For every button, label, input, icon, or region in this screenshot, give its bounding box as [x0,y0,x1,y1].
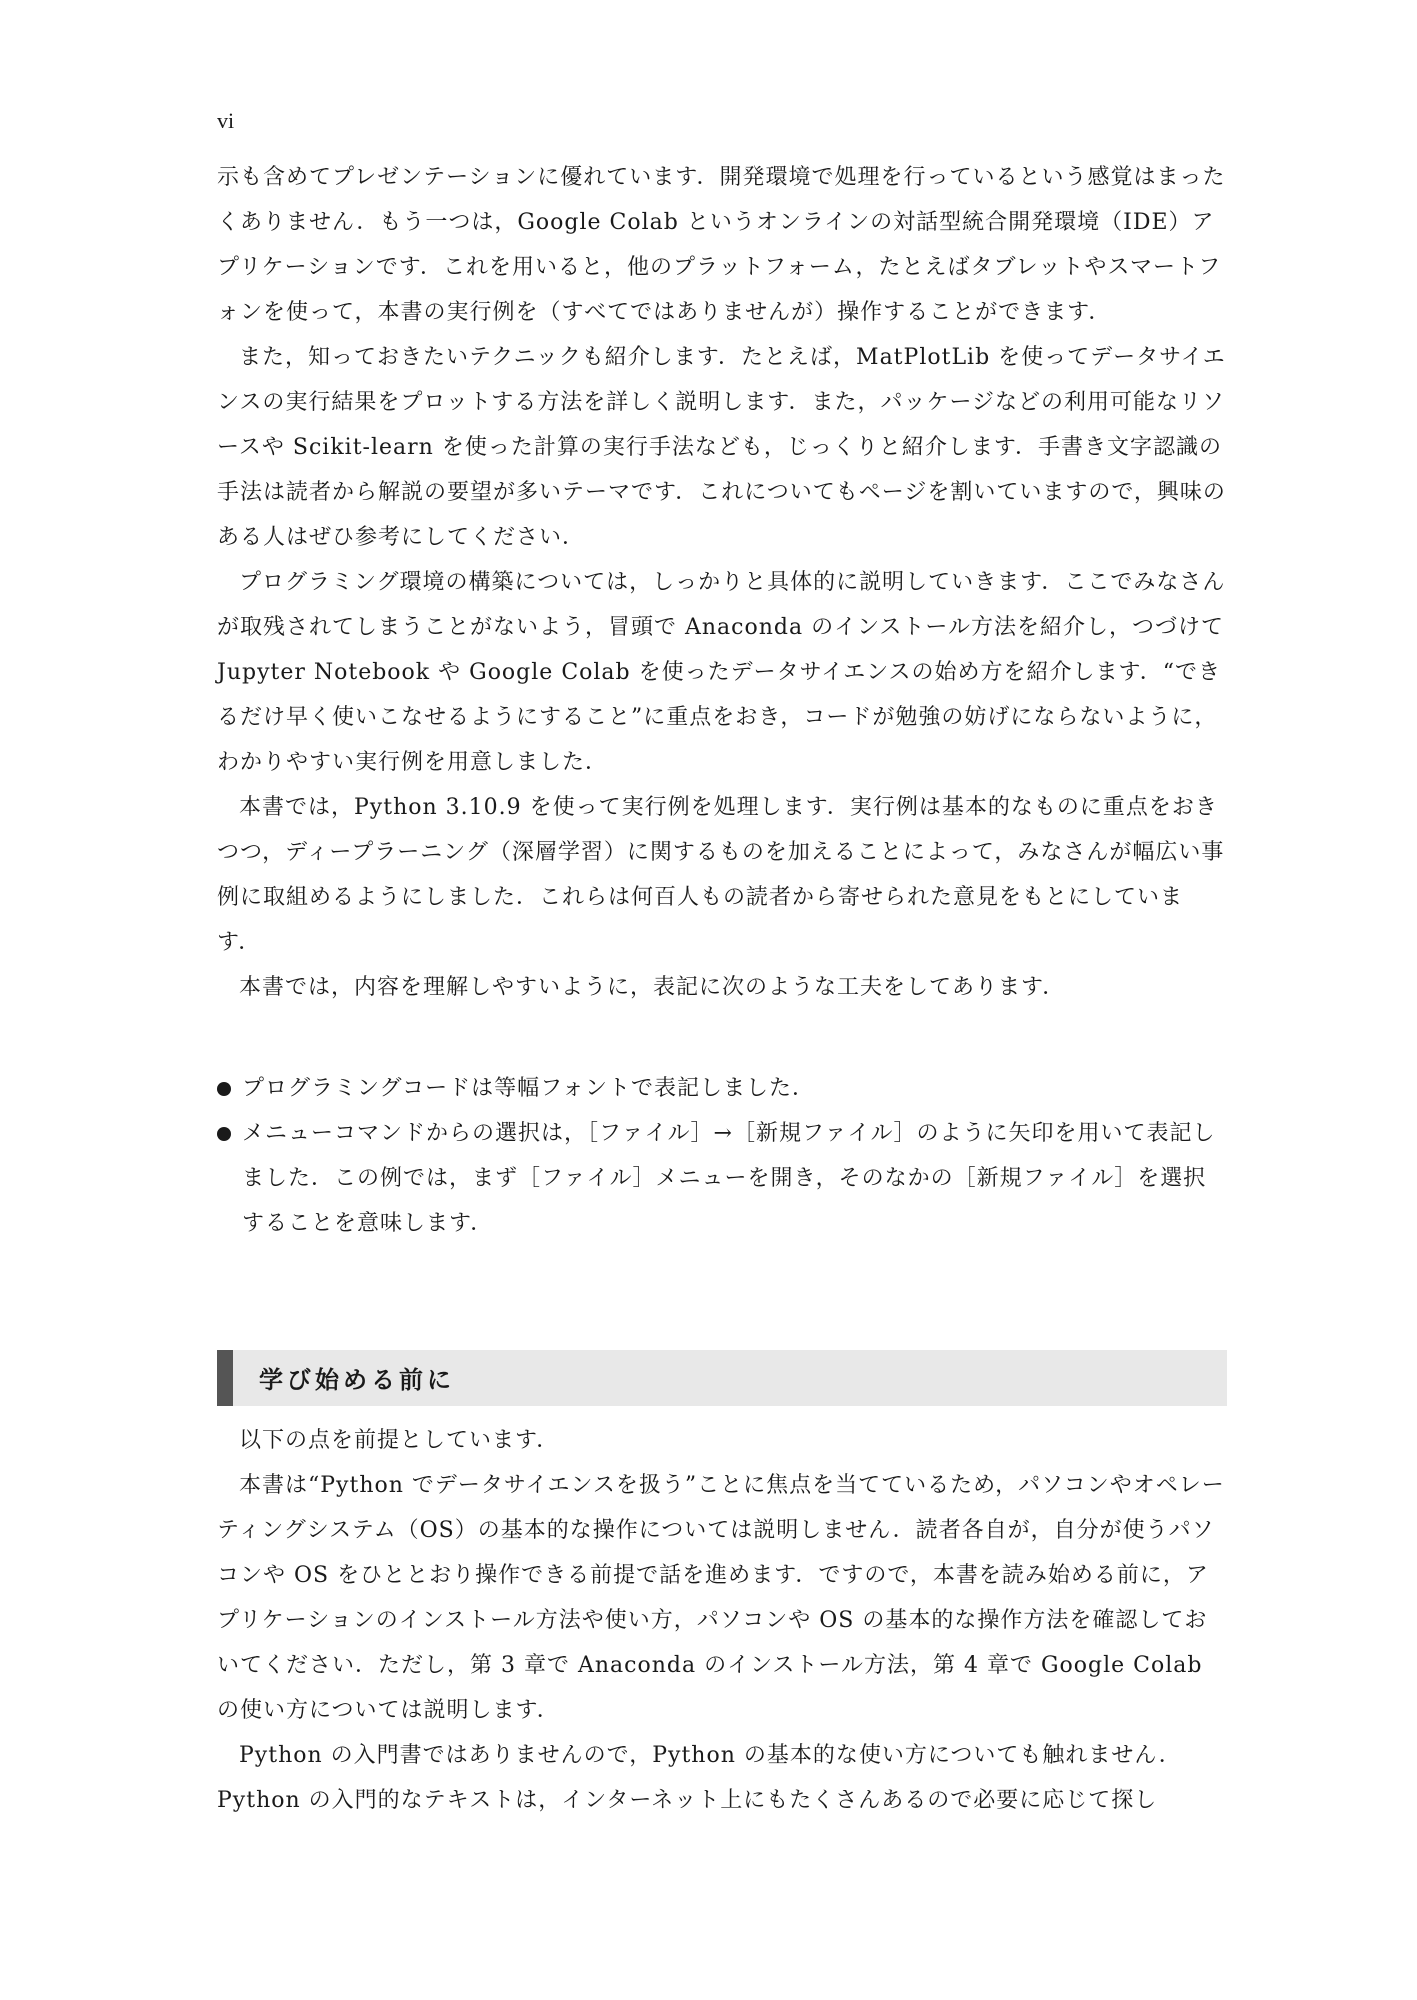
notation-list [217,1066,1227,1246]
list-item [217,1066,1227,1111]
bullet-icon [217,1127,231,1141]
intro-text [217,155,1227,1010]
bullet-icon [217,1082,231,1096]
intro-paragraph-4: 本書では，Python 3.10.9 を使って実行例を処理します．実行例は基本的なものに重点をおきつつ，ディープラーニング（深層学習）に関するものを加えることによって，みなさんが幅広い事例に取組めるようにしました．これらは何百人もの読者から寄せられた意見をもとにしています． [217,795,1225,955]
section-title: 学び始める前に [259,1366,455,1394]
intro-paragraph-2: また，知っておきたいテクニックも紹介します．たとえば，MatPlotLib を使ってデータサイエンスの実行結果をプロットする方法を詳しく説明します．また，パッケージなどの利用可能なリソースや Scikit-learn を使った計算の実行手法なども，じっくりと紹介します．手書き文字認識の手法は読者から解説の要望が多いテーマです．これについてもページを割いていますので，興味のある人はぜひ参考にしてください． [217,345,1226,550]
section-paragraph-3: Python の入門書ではありませんので，Python の基本的な使い方についても触れません．Python の入門的なテキストは，インターネット上にもたくさんあるので必要に応じて探し [217,1743,1182,1813]
intro-paragraph-1: 示も含めてプレゼンテーションに優れています．開発環境で処理を行っているという感覚はまったくありません．もう一つは，Google Colab というオンラインの対話型統合開発環境（IDE）アプリケーションです．これを用いると，他のプラットフォーム，たとえばタブレットやスマートフォンを使って，本書の実行例を（すべてではありませんが）操作することができます． [217,165,1226,325]
list-item-text: プログラミングコードは等幅フォントで表記しました． [242,1076,816,1101]
intro-paragraph-3: プログラミング環境の構築については，しっかりと具体的に説明していきます．ここでみなさんが取残されてしまうことがないよう，冒頭で Anaconda のインストール方法を紹介し，つづけて Jupyter Notebook や Google Colab を使ったデータサイエンスの始め方を紹介します．“できるだけ早く使いこなせるようにすること”に重点をおき，コードが勉強の妨げにならないように，わかりやすい実行例を用意しました． [217,570,1226,775]
section-paragraph-2: 本書は“Python でデータサイエンスを扱う”ことに焦点を当てているため，パソコンやオペレーティングシステム（OS）の基本的な操作については説明しません．読者各自が，自分が使うパソコンや OS をひととおり操作できる前提で話を進めます．ですので，本書を読み始める前に，アプリケーションのインストール方法や使い方，パソコンや OS の基本的な操作方法を確認しておいてください．ただし，第 3 章で Anaconda のインストール方法，第 4 章で Google Colab の使い方については説明します． [217,1473,1225,1723]
section-text [217,1418,1227,1823]
section-paragraph-1: 以下の点を前提としています． [239,1428,560,1453]
intro-paragraph-5: 本書では，内容を理解しやすいように，表記に次のような工夫をしてあります． [239,975,1066,1000]
section-heading [217,1350,1227,1406]
page-number: vi [217,108,235,133]
section-heading-bar [217,1350,233,1406]
list-item [217,1111,1227,1246]
list-item-text: メニューコマンドからの選択は，［ファイル］→［新規ファイル］のように矢印を用いて表記しました．この例では，まず［ファイル］メニューを開き，そのなかの［新規ファイル］を選択することを意味します． [242,1121,1216,1236]
